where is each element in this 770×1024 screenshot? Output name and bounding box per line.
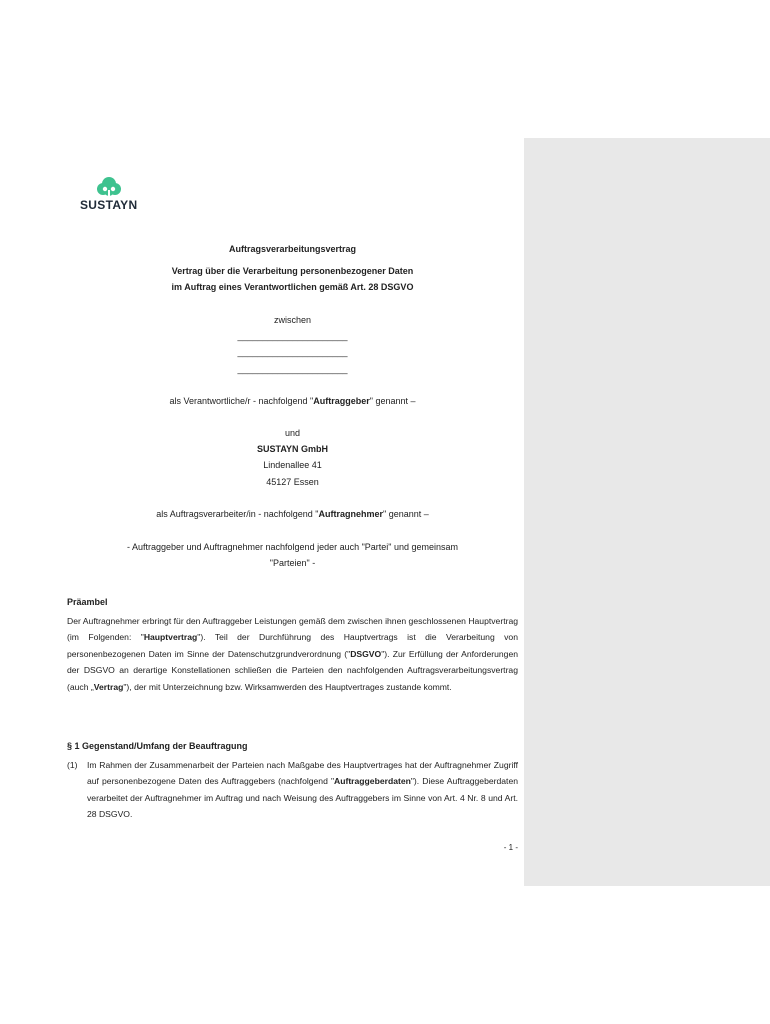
document-subtitle-line2: im Auftrag eines Verantwortlichen gemäß Art. 28 DSGVO — [171, 282, 414, 292]
document-title: Auftragsverarbeitungsvertrag — [228, 244, 357, 254]
page-number: - 1 - — [503, 843, 518, 852]
preamble-heading: Präambel — [67, 597, 108, 607]
document-subtitle-line1: Vertrag über die Verarbeitung personenbezogener Daten — [171, 266, 414, 276]
company-logo — [80, 176, 144, 212]
blank-line-1: ______________________ — [237, 331, 348, 341]
contractor-company: SUSTAYN GmbH — [256, 444, 328, 454]
blank-line-2: ______________________ — [237, 347, 348, 357]
joint-designation-line2: "Parteien" - — [269, 558, 316, 568]
contractor-city: 45127 Essen — [266, 477, 319, 487]
contractor-designation: als Auftragsverarbeiter/in - nachfolgend "Auftragnehmer" genannt – — [156, 509, 429, 519]
blank-line-3: ______________________ — [237, 364, 348, 374]
logo-text: SUSTAYN — [80, 198, 138, 212]
item-number: (1) — [67, 760, 78, 770]
and-text: und — [284, 428, 301, 438]
contractor-street: Lindenallee 41 — [263, 460, 322, 470]
comment-pane — [524, 138, 770, 886]
section1-heading: § 1 Gegenstand/Umfang der Beauftragung — [67, 741, 248, 751]
client-designation: als Verantwortliche/r - nachfolgend "Auftraggeber" genannt – — [169, 396, 416, 406]
between-text: zwischen — [273, 315, 311, 325]
preamble-paragraph: Der Auftragnehmer erbringt für den Auftraggeber Leistungen gemäß dem zwischen ihnen geschlossenen Hauptvertrag (im Folgenden: "Hauptvertrag"). Teil der Durchführung des Hauptvertrags ist die Verarbeitung von personenbezogenen Daten im Sinne der Datenschutzgrundverordnung ("DSGVO"). Zur Erfüllung der Anforderungen der DSGVO an derartige Konstellationen schließen die Parteien den nachfolgenden Auftragsverarbeitungsvertrag (auch „Vertrag"), der mit Unterzeichnung bzw. Wirksamwerden des Hauptvertrages zustande kommt. — [67, 616, 518, 692]
joint-designation-line1: - Auftraggeber und Auftragnehmer nachfolgend jeder auch "Partei" und gemeinsam — [126, 542, 459, 552]
cloud-leaf-icon — [94, 176, 124, 198]
item-text: Im Rahmen der Zusammenarbeit der Parteien nach Maßgabe des Hauptvertrages hat der Auftragnehmer Zugriff auf personenbezogene Daten des Auftraggebers (nachfolgend "Auftraggeberdaten"). Diese Auftraggeberdaten verarbeitet der Auftragnehmer im Auftrag und nach Weisung des Auftraggebers im Sinne von Art. 4 Nr. 8 und Art. 28 DSGVO. — [87, 760, 519, 820]
